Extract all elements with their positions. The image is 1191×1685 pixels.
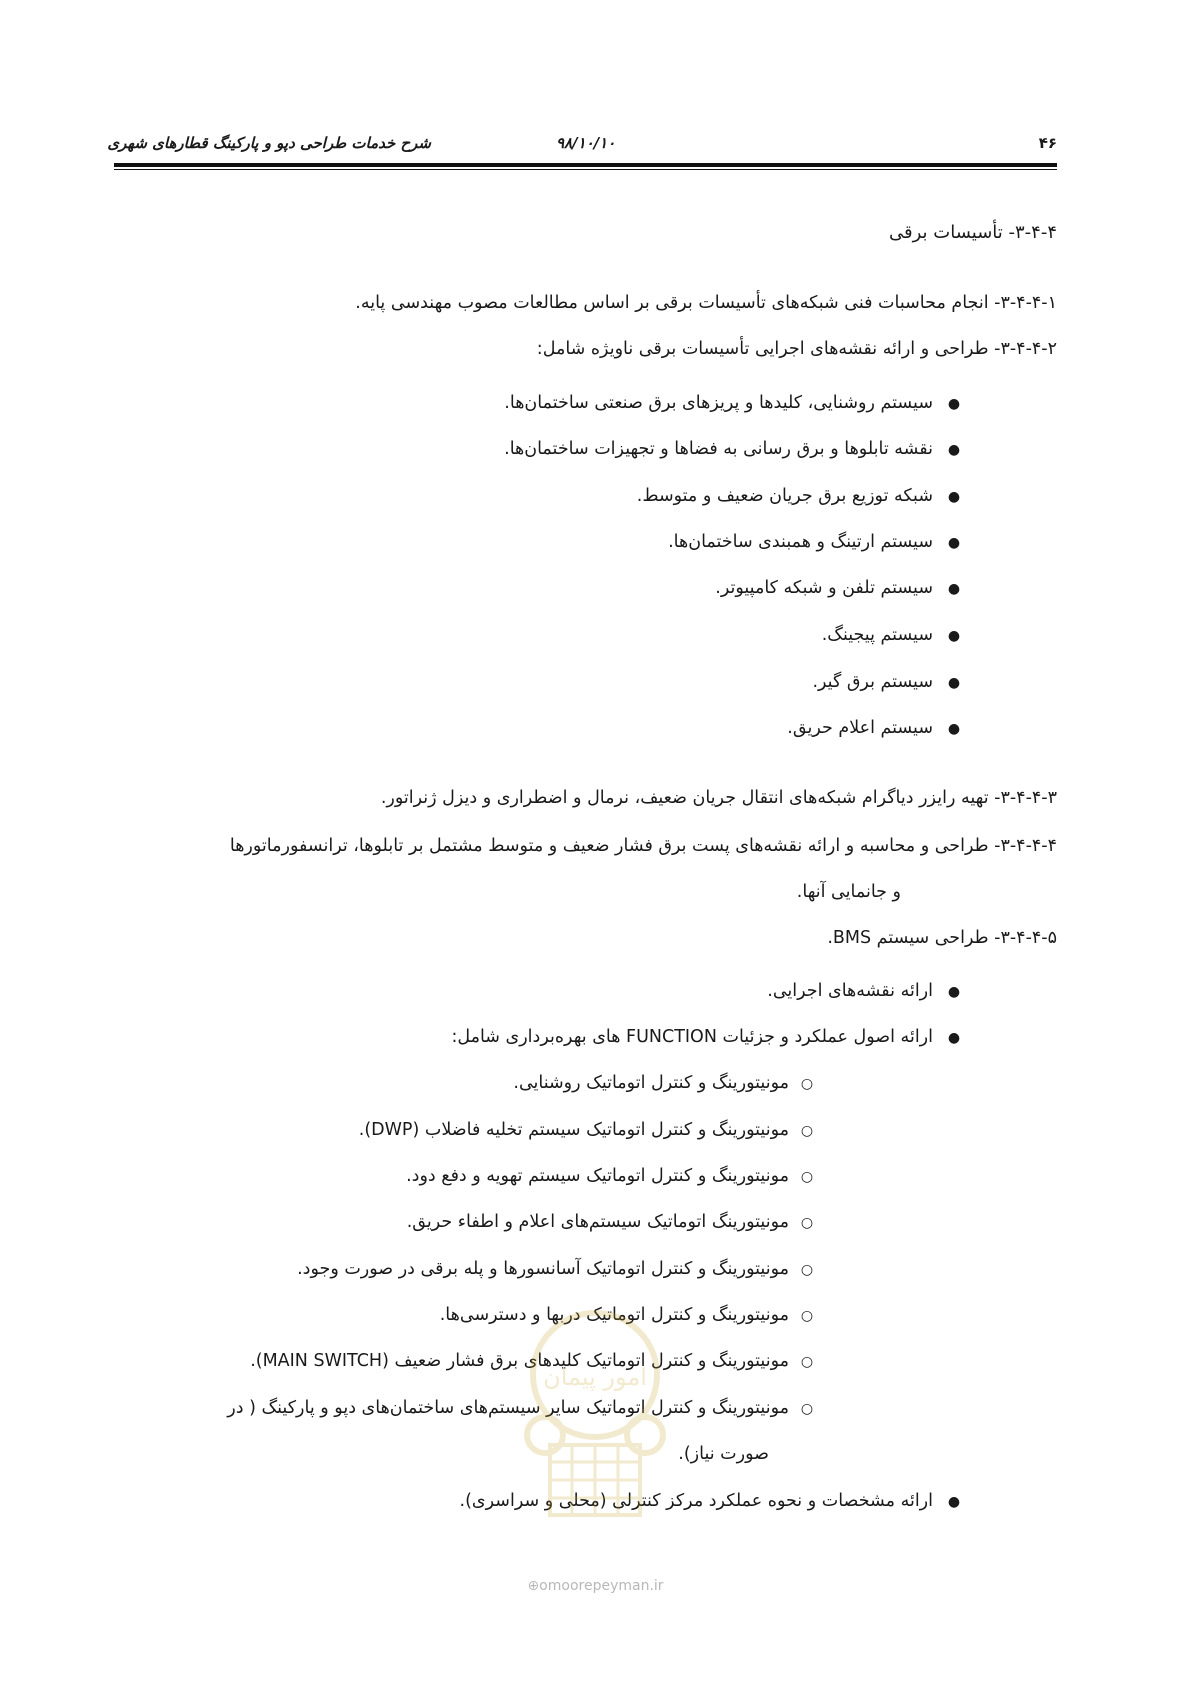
header-rule-thick bbox=[114, 163, 1057, 167]
sub-bullet-item: ○مونیتورینگ و کنترل اتوماتیک سایر سیستم‌های ساختمان‌های دپو و پارکینگ ( در bbox=[227, 1398, 825, 1418]
bullet-icon: ● bbox=[947, 675, 961, 691]
bullet-item: ●شبکه توزیع برق جریان ضعیف و متوسط. bbox=[637, 486, 975, 506]
bullet-icon: ● bbox=[947, 984, 961, 1000]
section-heading: ۳-۴-۴- تأسیسات برقی bbox=[889, 222, 1057, 243]
sub-bullet-item: ○مونیتورینگ و کنترل اتوماتیک سیستم تهویه و دفع دود. bbox=[406, 1166, 825, 1186]
item-5: ۳-۴-۴-۵- طراحی سیستم BMS. bbox=[827, 928, 1057, 948]
sub-bullet-continuation: صورت نیاز). bbox=[678, 1444, 769, 1464]
sub-bullet-item: ○مونیتورینگ و کنترل اتوماتیک سیستم تخلیه فاضلاب (DWP). bbox=[359, 1120, 825, 1140]
bullet-item: ●سیستم تلفن و شبکه کامپیوتر. bbox=[715, 578, 975, 598]
page-number: ۴۶ bbox=[1038, 134, 1057, 152]
watermark-logo bbox=[505, 1305, 685, 1525]
item-3: ۳-۴-۴-۳- تهیه رایزر دیاگرام شبکه‌های انتقال جریان ضعیف، نرمال و اضطراری و دیزل ژنراتور. bbox=[380, 788, 1057, 808]
circle-bullet-icon: ○ bbox=[800, 1401, 814, 1417]
globe-icon: ⊕ bbox=[527, 1578, 540, 1594]
sub-bullet-item: ○مونیتورینگ و کنترل اتوماتیک آسانسورها و پله برقی در صورت وجود. bbox=[297, 1259, 825, 1279]
sub-bullet-item: ○مونیتورینگ و کنترل اتوماتیک روشنایی. bbox=[513, 1073, 825, 1093]
bullet-item: ●سیستم برق گیر. bbox=[812, 672, 975, 692]
header-date: ۹۸/۱۰/۱۰ bbox=[556, 134, 616, 152]
watermark-logo-text: امور پیمان bbox=[543, 1363, 647, 1391]
sub-bullet-item: ○مونیتورینگ اتوماتیک سیستم‌های اعلام و اطفاء حریق. bbox=[407, 1212, 825, 1232]
circle-bullet-icon: ○ bbox=[800, 1076, 814, 1092]
bullet-item: ●نقشه تابلوها و برق رسانی به فضاها و تجهیزات ساختمان‌ها. bbox=[504, 439, 975, 459]
sub-bullet-item: ○مونیتورینگ و کنترل اتوماتیک کلیدهای برق فشار ضعیف (MAIN SWITCH). bbox=[250, 1351, 825, 1371]
header-rule-thin bbox=[114, 169, 1057, 170]
bullet-item: ●سیستم ارتینگ و همبندی ساختمان‌ها. bbox=[668, 532, 975, 552]
watermark-site: ⊕omoorepeyman.ir bbox=[527, 1578, 664, 1594]
bullet-item: ●سیستم اعلام حریق. bbox=[787, 718, 975, 738]
item-4-line-2: و جانمایی آنها. bbox=[796, 882, 901, 902]
circle-bullet-icon: ○ bbox=[800, 1169, 814, 1185]
circle-bullet-icon: ○ bbox=[800, 1262, 814, 1278]
bullet-icon: ● bbox=[947, 489, 961, 505]
bullet-item: ●ارائه نقشه‌های اجرایی. bbox=[767, 981, 975, 1001]
bullet-icon: ● bbox=[947, 535, 961, 551]
item-4-line-1: ۳-۴-۴-۴- طراحی و محاسبه و ارائه نقشه‌های پست برق فشار ضعیف و متوسط مشتمل بر تابلوها، ترانسفورماتورها bbox=[229, 836, 1057, 856]
sub-bullet-item: ○مونیتورینگ و کنترل اتوماتیک دربها و دسترسی‌ها. bbox=[440, 1305, 825, 1325]
bullet-item: ●ارائه مشخصات و نحوه عملکرد مرکز کنترلی (محلی و سراسری). bbox=[460, 1491, 975, 1511]
bullet-icon: ● bbox=[947, 628, 961, 644]
item-2: ۳-۴-۴-۲- طراحی و ارائه نقشه‌های اجرایی تأسیسات برقی ناویژه شامل: bbox=[536, 339, 1057, 359]
circle-bullet-icon: ○ bbox=[800, 1123, 814, 1139]
item-1: ۳-۴-۴-۱- انجام محاسبات فنی شبکه‌های تأسیسات برقی بر اساس مطالعات مصوب مهندسی پایه. bbox=[355, 293, 1057, 313]
bullet-icon: ● bbox=[947, 442, 961, 458]
header-title: شرح خدمات طراحی دپو و پارکینگ قطارهای شهری bbox=[107, 134, 431, 152]
circle-bullet-icon: ○ bbox=[800, 1354, 814, 1370]
bullet-item: ●سیستم پیجینگ. bbox=[822, 625, 975, 645]
bullet-icon: ● bbox=[947, 1494, 961, 1510]
bullet-icon: ● bbox=[947, 721, 961, 737]
bullet-icon: ● bbox=[947, 581, 961, 597]
circle-bullet-icon: ○ bbox=[800, 1215, 814, 1231]
bullet-icon: ● bbox=[947, 1030, 961, 1046]
bullet-item: ●ارائه اصول عملکرد و جزئیات FUNCTION های بهره‌برداری شامل: bbox=[451, 1027, 975, 1047]
bullet-icon: ● bbox=[947, 396, 961, 412]
circle-bullet-icon: ○ bbox=[800, 1308, 814, 1324]
bullet-item: ●سیستم روشنایی، کلیدها و پریزهای برق صنعتی ساختمان‌ها. bbox=[504, 393, 975, 413]
